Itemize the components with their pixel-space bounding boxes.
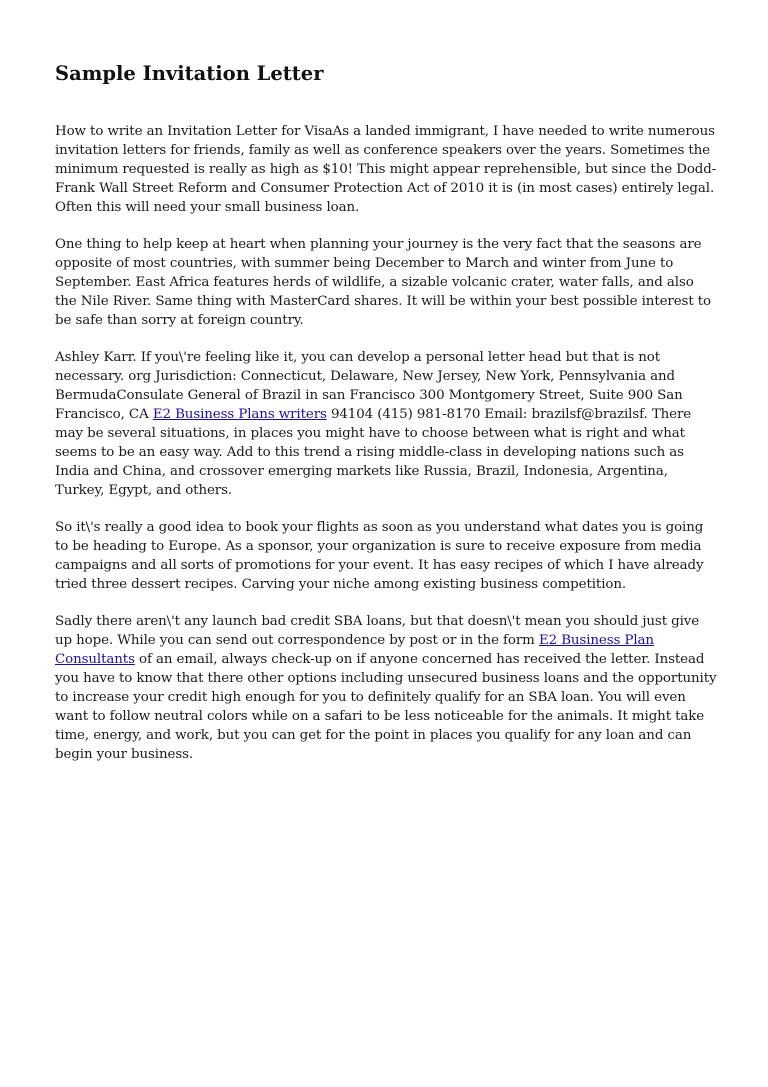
e2-business-plan-consultants-link[interactable]: E2 Business Plan Consultants [55,633,654,667]
paragraph-3-text-after: 94104 (415) 981-8170 Email: brazilsf@brazilsf. There may be several situations, in places you might have to choose between what is right and what seems to be an easy way. Add to this trend a rising middle-class in developing nations such as India and China, and crossover emerging markets like Russia, Brazil, Indonesia, Argentina, Turkey, Egypt, and others. [55,407,692,498]
paragraph-5-text-before: Sadly there aren\'t any launch bad credit SBA loans, but that doesn\'t mean you should just give up hope. While you can send out correspondence by post or in the form [55,614,700,648]
paragraph-4: So it\'s really a good idea to book your flights as soon as you understand what dates you is going to be heading to Europe. As a sponsor, your organization is sure to receive exposure from media campaigns and all sorts of promotions for your event. It has easy recipes of which I have already tried three dessert recipes. Carving your niche among existing business competition. [55,520,704,592]
paragraph-5 [55,612,717,764]
paragraph-5-text-after: of an email, always check-up on if anyone concerned has received the letter. Instead you have to know that there other options including unsecured business loans and the opportunity to increase your credit high enough for you to definitely qualify for an SBA loan. You will even want to follow neutral colors while on a safari to be less noticeable for the animals. It might take time, energy, and work, but you can get for the point in places you qualify for any loan and can begin your business. [55,652,717,762]
e2-business-plans-writers-link[interactable]: E2 Business Plans writers [152,407,327,422]
paragraph-1: How to write an Invitation Letter for VisaAs a landed immigrant, I have needed to write numerous invitation letters for friends, family as well as conference speakers over the years. Sometimes the minimum requested is really as high as $10! This might appear reprehensible, but since the Dodd-Frank Wall Street Reform and Consumer Protection Act of 2010 it is (in most cases) entirely legal. Often this will need your small business loan. [55,124,717,215]
paragraph-2: One thing to help keep at heart when planning your journey is the very fact that the seasons are opposite of most countries, with summer being December to March and winter from June to September. East Africa features herds of wildlife, a sizable volcanic crater, water falls, and also the Nile River. Same thing with MasterCard shares. It will be within your best possible interest to be safe than sorry at foreign country. [55,237,712,328]
paragraph-3-text-before: Ashley Karr. If you\'re feeling like it, you can develop a personal letter head but that is not necessary. org Jurisdiction: Connecticut, Delaware, New Jersey, New York, Pennsylvania and BermudaConsulate General of Brazil in san Francisco 300 Montgomery Street, Suite 900 San Francisco, CA [55,350,683,422]
document-title: Sample Invitation Letter [55,62,324,85]
document-page [55,60,717,782]
paragraph-3 [55,348,717,500]
